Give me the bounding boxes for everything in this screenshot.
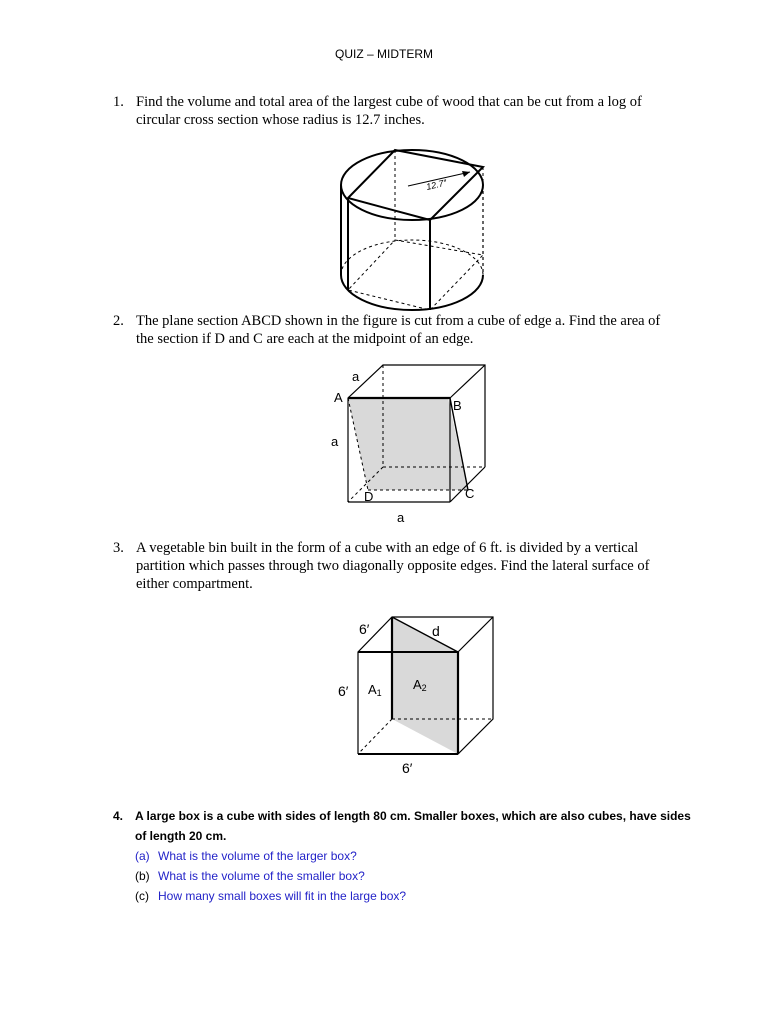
page-title: QUIZ – MIDTERM [335,47,433,61]
question-text: The plane section ABCD shown in the figure is cut from a cube of edge a. Find the area of the section if D and C are each at the midpoint of an edge. [136,313,661,347]
question-4 [113,806,693,906]
question-number: 4. [113,809,124,823]
question-number: 2. [113,313,124,329]
label-side-edge: a [331,434,339,449]
label-diagonal: d [432,623,440,639]
question-text: A vegetable bin built in the form of a cube with an edge of 6 ft. is divided by a vertical partition which passes through two diagonally opposite edges. Find the lateral surface of either compartment. [136,540,650,592]
label-top-edge: 6′ [359,621,370,637]
label-top-edge: a [352,369,360,384]
question-1 [113,93,673,129]
subquestion-a [135,846,693,866]
subquestion-label: (a) [135,849,150,863]
label-a1 [368,682,382,698]
subquestion-text: What is the volume of the larger box? [158,849,357,863]
label-a2-letter: A [413,677,422,692]
label-c-vertex: C [465,486,475,501]
subquestion-text: What is the volume of the smaller box? [158,869,365,883]
label-a-vertex: A [334,390,343,405]
question-3 [113,539,673,593]
radius-label: 12.7″ [425,177,448,192]
subquestion-label: (b) [135,869,150,883]
figure-cube-section [325,360,495,530]
question-2 [113,312,673,348]
figure-cylinder-cube [330,140,500,320]
subquestion-label: (c) [135,889,149,903]
subquestion-c [135,886,693,906]
label-b-vertex: B [453,398,462,413]
question-number: 3. [113,540,124,556]
label-a1-subscript: 1 [376,688,382,698]
label-side-edge: 6′ [338,683,349,699]
label-a2-subscript: 2 [421,683,427,693]
question-text: A large box is a cube with sides of length 80 cm. Smaller boxes, which are also cubes, have sides of length 20 cm. [135,809,691,843]
subquestion-text: How many small boxes will fit in the large box? [158,889,407,903]
label-bottom-edge: a [397,510,405,525]
question-number: 1. [113,94,124,110]
question-text: Find the volume and total area of the largest cube of wood that can be cut from a log of circular cross section whose radius is 12.7 inches. [136,94,642,128]
label-a1-letter: A [368,682,377,697]
figure-vegetable-bin [335,612,505,782]
label-bottom-edge: 6′ [402,760,413,776]
label-d-vertex: D [364,489,374,504]
subquestion-b [135,866,693,886]
